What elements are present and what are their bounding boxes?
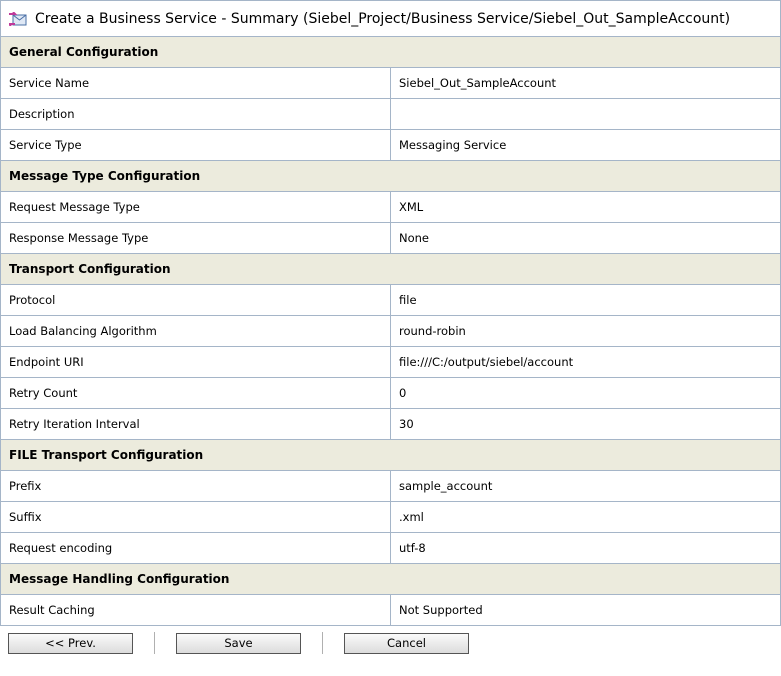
field-value: Siebel_Out_SampleAccount [391,68,781,99]
page-title: Create a Business Service - Summary (Siebel_Project/Business Service/Siebel_Out_SampleAccount) [35,10,731,27]
field-value: Not Supported [391,595,781,626]
button-divider [322,632,323,654]
business-service-icon [9,12,27,26]
save-button[interactable]: Save [176,633,301,654]
table-row [1,223,781,254]
field-label: Request encoding [1,533,391,564]
field-label: Service Type [1,130,391,161]
field-value: 30 [391,409,781,440]
section-header: Message Handling Configuration [1,564,781,595]
table-row [1,502,781,533]
field-label: Load Balancing Algorithm [1,316,391,347]
field-value: sample_account [391,471,781,502]
section-header: General Configuration [1,37,781,68]
table-row [1,595,781,626]
field-label: Description [1,99,391,130]
table-row [1,192,781,223]
section-header: Transport Configuration [1,254,781,285]
table-row [1,533,781,564]
prev-button[interactable]: << Prev. [8,633,133,654]
field-label: Result Caching [1,595,391,626]
field-label: Retry Count [1,378,391,409]
field-label: Suffix [1,502,391,533]
field-label: Prefix [1,471,391,502]
field-value: 0 [391,378,781,409]
field-value: utf-8 [391,533,781,564]
section-header: FILE Transport Configuration [1,440,781,471]
field-value: file [391,285,781,316]
summary-table [0,36,781,626]
field-value: Messaging Service [391,130,781,161]
table-row [1,130,781,161]
table-row [1,285,781,316]
field-value: .xml [391,502,781,533]
table-row [1,68,781,99]
field-value: None [391,223,781,254]
section-header: Message Type Configuration [1,161,781,192]
field-label: Service Name [1,68,391,99]
button-divider [154,632,155,654]
field-label: Endpoint URI [1,347,391,378]
field-value: round-robin [391,316,781,347]
field-value [391,99,781,130]
field-label: Retry Iteration Interval [1,409,391,440]
page-title-bar [0,0,781,36]
field-label: Response Message Type [1,223,391,254]
field-value: file:///C:/output/siebel/account [391,347,781,378]
cancel-button[interactable]: Cancel [344,633,469,654]
table-row [1,316,781,347]
table-row [1,409,781,440]
table-row [1,347,781,378]
table-row [1,378,781,409]
table-row [1,471,781,502]
field-label: Request Message Type [1,192,391,223]
table-row [1,99,781,130]
field-label: Protocol [1,285,391,316]
field-value: XML [391,192,781,223]
